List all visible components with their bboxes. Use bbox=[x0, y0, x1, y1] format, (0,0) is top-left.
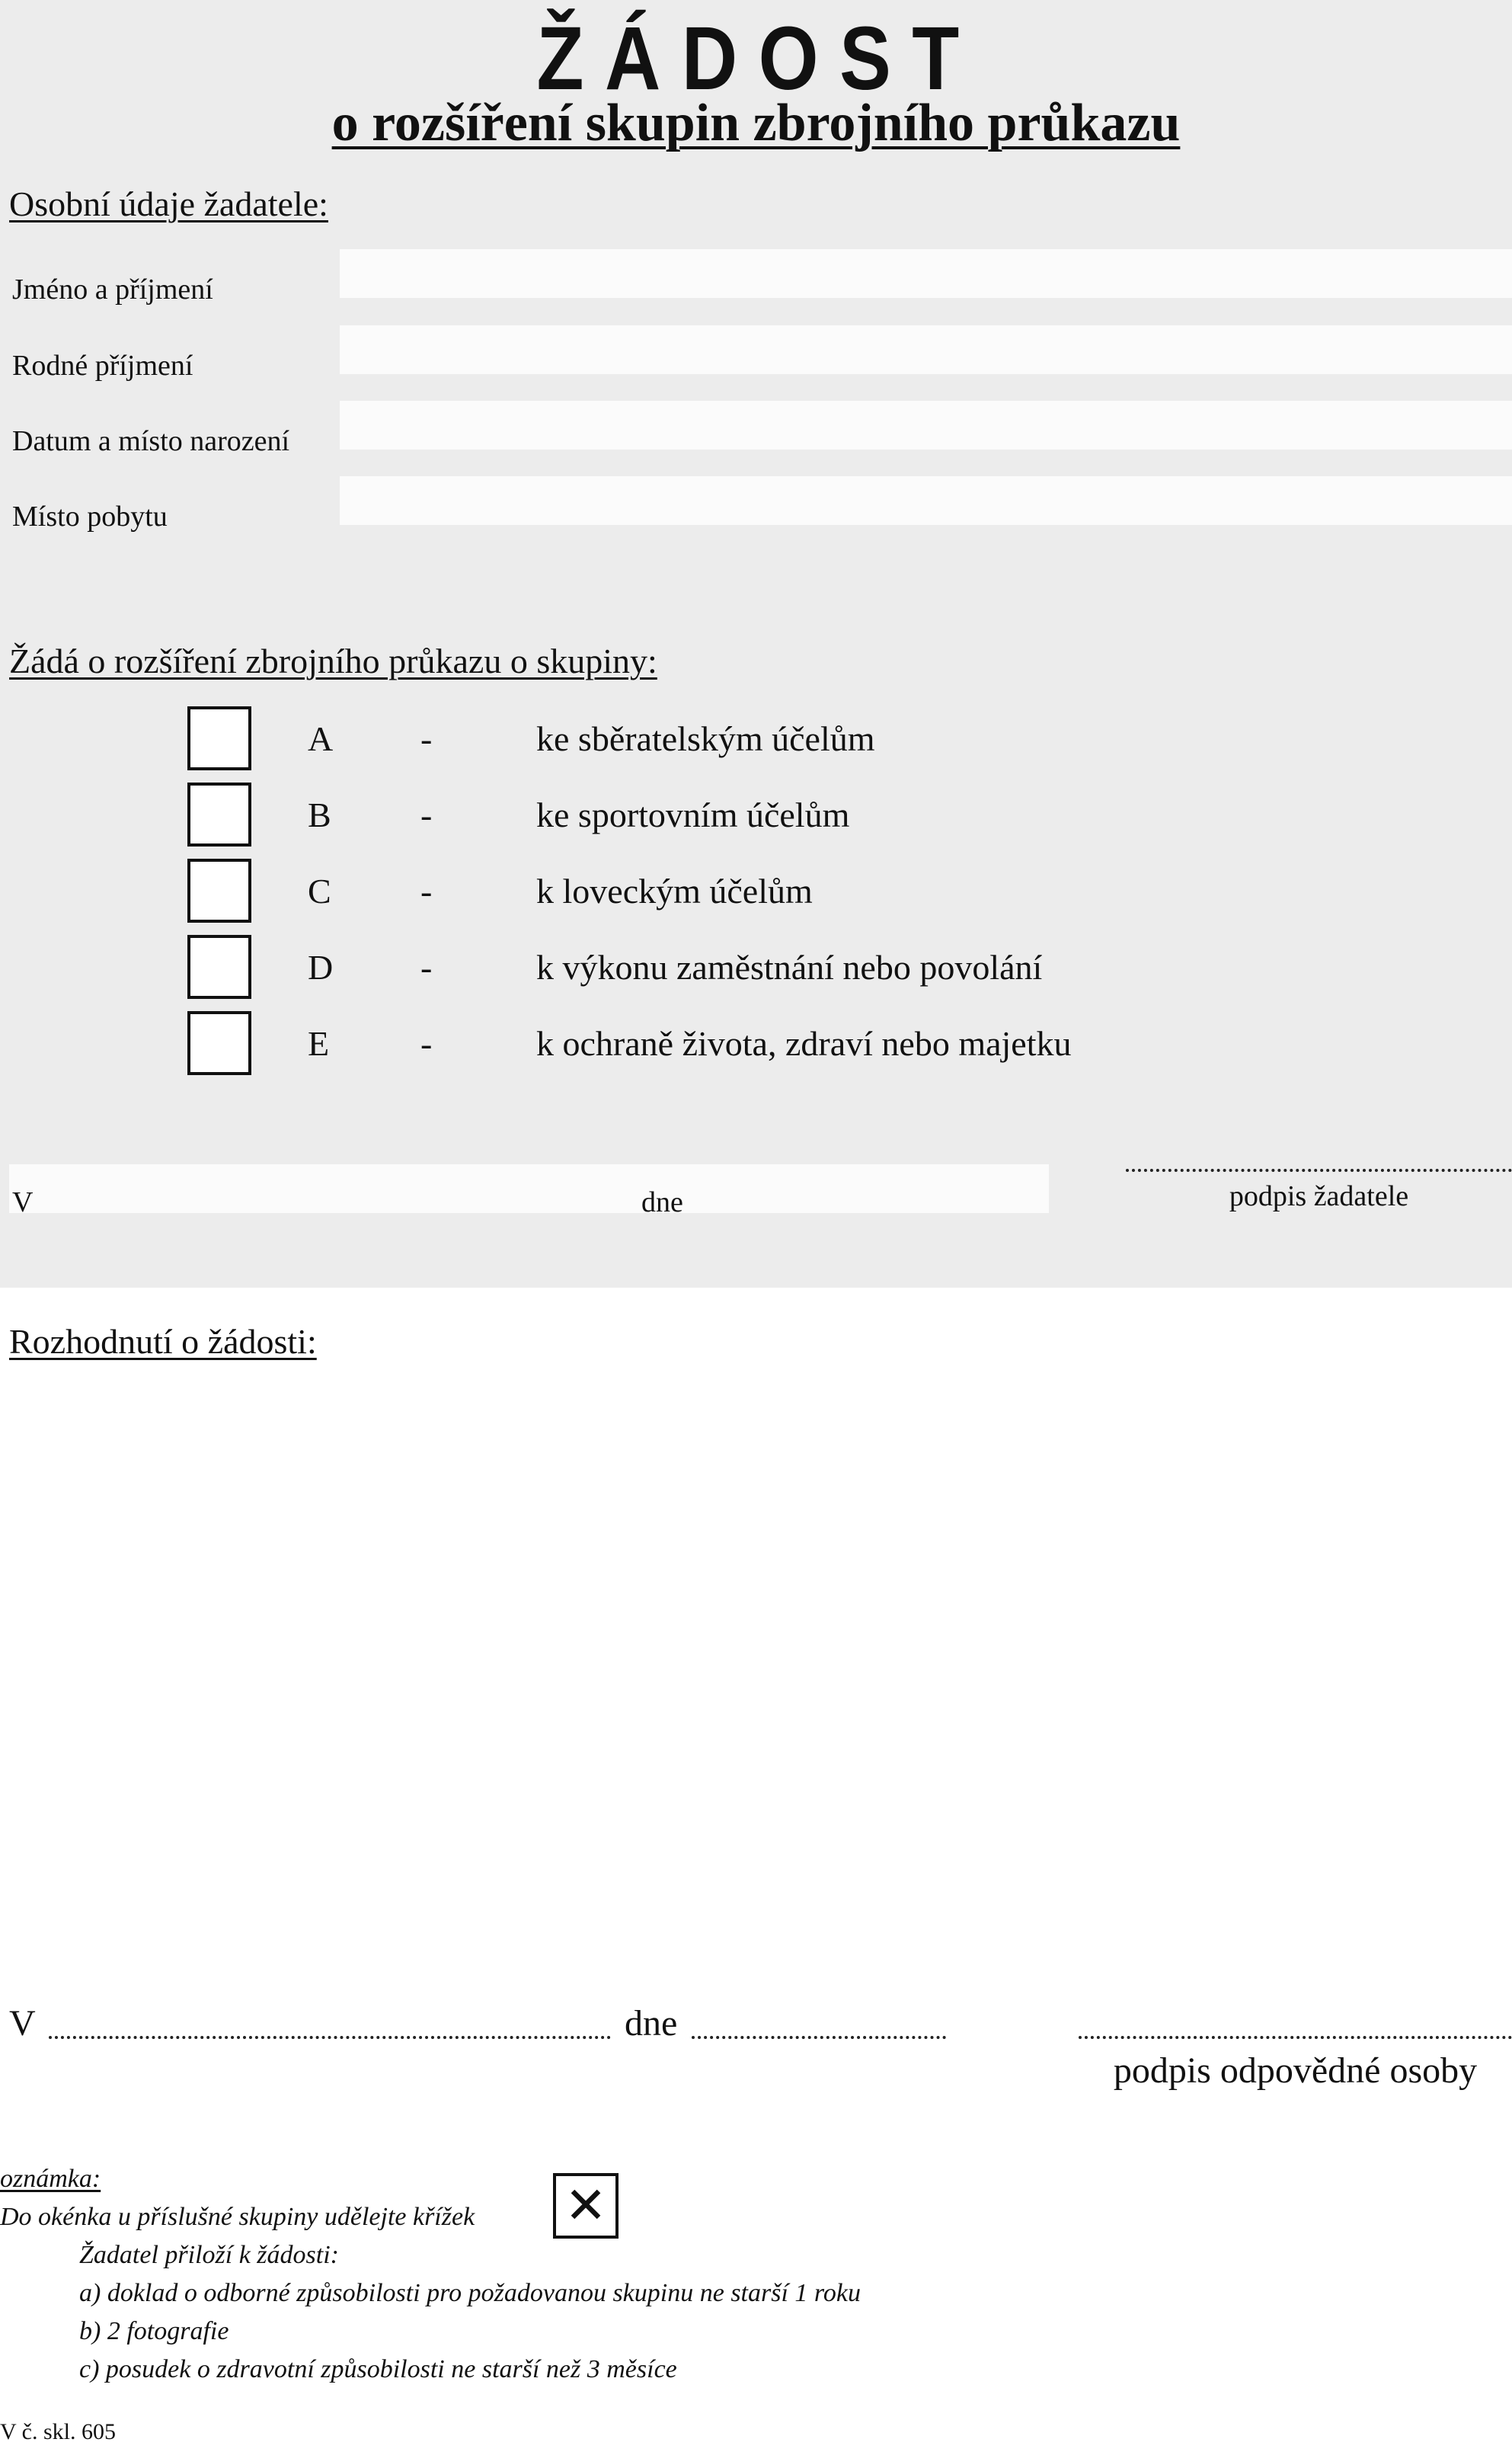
decision-signature-line[interactable] bbox=[1079, 2036, 1512, 2039]
decision-place-label: V bbox=[9, 2003, 36, 2044]
form-subtitle: o rozšíření skupin zbrojního průkazu bbox=[331, 94, 1181, 152]
notes-line-1: Do okénka u příslušné skupiny udělejte křížek bbox=[0, 2203, 475, 2231]
checkbox-group-c[interactable] bbox=[187, 859, 251, 923]
date-label: dne bbox=[641, 1186, 683, 1218]
applicant-signature-label: podpis žadatele bbox=[1229, 1180, 1409, 1212]
group-description: ke sběratelským účelům bbox=[536, 719, 875, 758]
decision-signature-label: podpis odpovědné osoby bbox=[1113, 2050, 1478, 2091]
notes-line-5: c) posudek o zdravotní způsobilosti ne starší než 3 měsíce bbox=[79, 2355, 677, 2383]
group-letter: B bbox=[308, 795, 331, 834]
group-description: k ochraně života, zdraví nebo majetku bbox=[536, 1024, 1072, 1063]
group-dash: - bbox=[420, 872, 433, 911]
group-letter: E bbox=[308, 1024, 330, 1063]
notes-line-4: b) 2 fotografie bbox=[79, 2317, 229, 2345]
decision-text-area[interactable] bbox=[0, 1402, 1512, 1966]
field-label-birth-date-place: Datum a místo narození bbox=[12, 425, 290, 457]
group-description: k výkonu zaměstnání nebo povolání bbox=[536, 948, 1043, 987]
decision-date-line[interactable] bbox=[692, 2036, 946, 2039]
request-heading: Žádá o rozšíření zbrojního průkazu o skupiny: bbox=[9, 642, 657, 680]
birth-surname-field[interactable] bbox=[340, 325, 1512, 374]
field-label-residence: Místo pobytu bbox=[12, 501, 168, 533]
notes-line-2: Žadatel přiloží k žádosti: bbox=[79, 2241, 339, 2269]
group-letter: D bbox=[308, 948, 334, 987]
group-description: k loveckým účelům bbox=[536, 872, 813, 911]
group-dash: - bbox=[420, 1024, 433, 1063]
decision-place-line[interactable] bbox=[49, 2036, 611, 2039]
place-date-field[interactable] bbox=[9, 1164, 1049, 1213]
decision-heading: Rozhodnutí o žádosti: bbox=[9, 1322, 317, 1361]
group-description: ke sportovním účelům bbox=[536, 795, 850, 834]
checkbox-group-e[interactable] bbox=[187, 1011, 251, 1075]
group-letter: A bbox=[308, 719, 334, 758]
notes-heading: oznámka: bbox=[0, 2165, 101, 2193]
birth-date-place-field[interactable] bbox=[340, 401, 1512, 450]
name-field[interactable] bbox=[340, 249, 1512, 298]
residence-field[interactable] bbox=[340, 476, 1512, 525]
field-label-birth-surname: Rodné příjmení bbox=[12, 350, 193, 382]
group-letter: C bbox=[308, 872, 331, 911]
notes-line-3: a) doklad o odborné způsobilosti pro požadovanou skupinu ne starší 1 roku bbox=[79, 2279, 861, 2307]
place-label: V bbox=[12, 1186, 34, 1218]
field-label-name: Jméno a příjmení bbox=[12, 274, 213, 306]
form-code: V č. skl. 605 bbox=[0, 2419, 116, 2444]
applicant-signature-line[interactable] bbox=[1126, 1169, 1512, 1172]
group-dash: - bbox=[420, 948, 433, 987]
group-dash: - bbox=[420, 719, 433, 758]
checkbox-group-b[interactable] bbox=[187, 783, 251, 847]
form-title: ŽÁDOST bbox=[536, 8, 980, 109]
applicant-heading: Osobní údaje žadatele: bbox=[9, 184, 328, 223]
checkbox-group-a[interactable] bbox=[187, 706, 251, 770]
decision-date-label: dne bbox=[625, 2003, 678, 2044]
group-dash: - bbox=[420, 795, 433, 834]
example-cross-icon: ✕ bbox=[553, 2173, 619, 2239]
checkbox-group-d[interactable] bbox=[187, 935, 251, 999]
